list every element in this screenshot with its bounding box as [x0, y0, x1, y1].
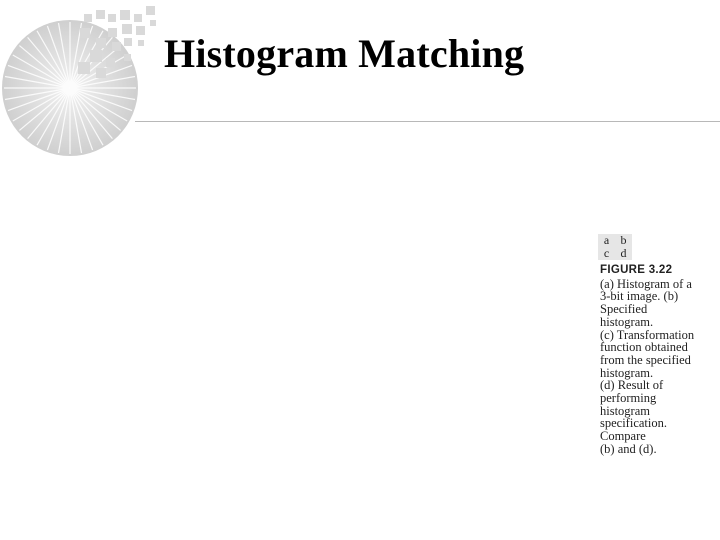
figure-caption: [600, 264, 718, 456]
caption-line: Compare: [600, 429, 646, 444]
decorative-burst-graphic: [0, 0, 170, 170]
title-divider: [135, 121, 720, 122]
slide-title: Histogram Matching: [164, 31, 525, 76]
caption-line: histogram.: [600, 365, 654, 380]
figure-panel-key: [598, 234, 632, 260]
caption-line: (c) Transformation: [600, 327, 695, 342]
panel-key-c: c: [603, 246, 610, 260]
caption-line: histogram: [600, 403, 650, 418]
panel-key-b: b: [620, 233, 627, 247]
figure-label: FIGURE 3.22: [600, 264, 673, 276]
caption-line: performing: [600, 391, 657, 406]
caption-line: function obtained: [600, 340, 688, 355]
caption-line: from the specified: [600, 352, 691, 367]
panel-key-d: d: [620, 246, 627, 260]
caption-line: (b) and (d).: [600, 441, 657, 456]
caption-line: 3-bit image. (b): [600, 289, 679, 304]
caption-line: specification.: [600, 416, 667, 431]
caption-line: (a) Histogram of a: [600, 276, 692, 291]
panel-key-a: a: [603, 233, 610, 247]
caption-line: histogram.: [600, 314, 654, 329]
caption-line: Specified: [600, 302, 648, 317]
caption-line: (d) Result of: [600, 378, 664, 393]
